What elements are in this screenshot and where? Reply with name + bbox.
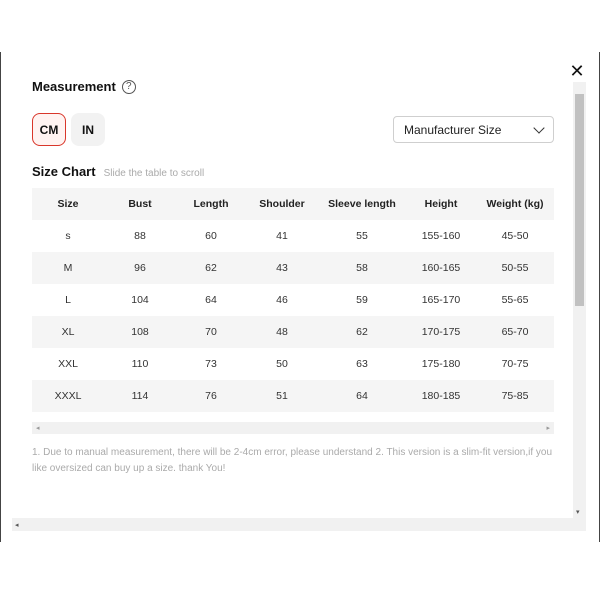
table-cell: 55-65 [501,294,529,306]
table-cell: 59 [356,294,368,306]
table-cell: 64 [205,294,217,306]
table-cell: 104 [131,294,149,306]
table-cell: 48 [246,316,318,348]
table-cell: 64 [318,380,406,412]
table-cell: 65-70 [476,316,554,348]
close-icon: ✕ [569,60,585,81]
size-standard-select[interactable] [393,116,554,143]
table-cell: XXXL [32,380,104,412]
table-cell: M [32,252,104,284]
table-cell: 73 [205,358,217,370]
dialog-header [32,79,136,94]
table-row [32,220,554,252]
column-header: Sleeve length [318,188,406,220]
table-cell: 175-180 [421,358,461,370]
table-cell: s [65,230,71,242]
help-icon[interactable]: ? [122,80,136,94]
column-header: Shoulder [246,188,318,220]
size-table [32,188,554,412]
unit-cm-button[interactable] [32,113,66,146]
column-header: Weight (kg) [476,188,554,220]
table-cell: 70 [176,316,246,348]
table-cell: 155-160 [421,230,461,242]
size-standard-value: Manufacturer Size [404,122,502,137]
dialog-title: Measurement [32,79,116,94]
column-header: Length [176,188,246,220]
column-header: Size [32,188,104,220]
close-button[interactable] [565,59,589,83]
table-cell: 76 [176,380,246,412]
table-row [32,284,554,316]
size-chart-header [32,164,204,179]
table-cell: 55 [356,230,368,242]
size-chart-title: Size Chart [32,164,96,179]
scroll-hint: Slide the table to scroll [103,168,205,179]
table-cell: 108 [104,316,176,348]
table-cell: 41 [276,230,288,242]
table-cell: 114 [104,380,176,412]
table-cell: 180-185 [406,380,476,412]
table-cell: 58 [318,252,406,284]
table-row [32,252,554,284]
column-header: Height [406,188,476,220]
table-cell: 62 [318,316,406,348]
chevron-down-icon [533,122,544,133]
dialog-vertical-scrollbar[interactable] [573,82,586,518]
table-cell: 96 [104,252,176,284]
unit-in-label: IN [82,122,94,137]
table-cell: 88 [134,230,146,242]
column-header: Bust [104,188,176,220]
table-cell: 50 [276,358,288,370]
scroll-left-icon[interactable]: ◂ [36,425,40,432]
table-cell: XL [32,316,104,348]
scroll-left-icon[interactable]: ◂ [15,521,19,529]
table-row [32,380,554,412]
table-cell: 51 [246,380,318,412]
table-cell: 63 [356,358,368,370]
table-cell: 62 [176,252,246,284]
table-cell: 110 [131,358,149,370]
table-cell: 160-165 [406,252,476,284]
dialog-left-edge [0,52,1,542]
scroll-down-icon[interactable]: ▾ [576,509,580,516]
table-cell: 43 [246,252,318,284]
table-cell: 60 [205,230,217,242]
dialog-horizontal-scrollbar[interactable] [12,518,586,531]
table-horizontal-scrollbar[interactable] [32,422,554,434]
scroll-right-icon[interactable]: ▸ [546,425,550,432]
table-cell: 165-170 [421,294,461,306]
scrollbar-thumb[interactable] [575,94,584,306]
table-cell: 75-85 [476,380,554,412]
table-row [32,316,554,348]
unit-cm-label: CM [39,122,59,137]
measurement-note: 1. Due to manual measurement, there will be 2-4cm error, please understand 2. This version is a slim-fit version,if you like oversized can buy up a size. thank You! [32,447,553,474]
table-cell: 50-55 [476,252,554,284]
table-cell: 170-175 [406,316,476,348]
table-cell: 45-50 [501,230,529,242]
table-cell: 46 [276,294,288,306]
table-cell: L [65,294,71,306]
table-cell: 70-75 [501,358,529,370]
table-header-row [32,188,554,220]
unit-in-button[interactable] [71,113,105,146]
table-row [32,348,554,380]
table-cell: XXL [58,358,78,370]
